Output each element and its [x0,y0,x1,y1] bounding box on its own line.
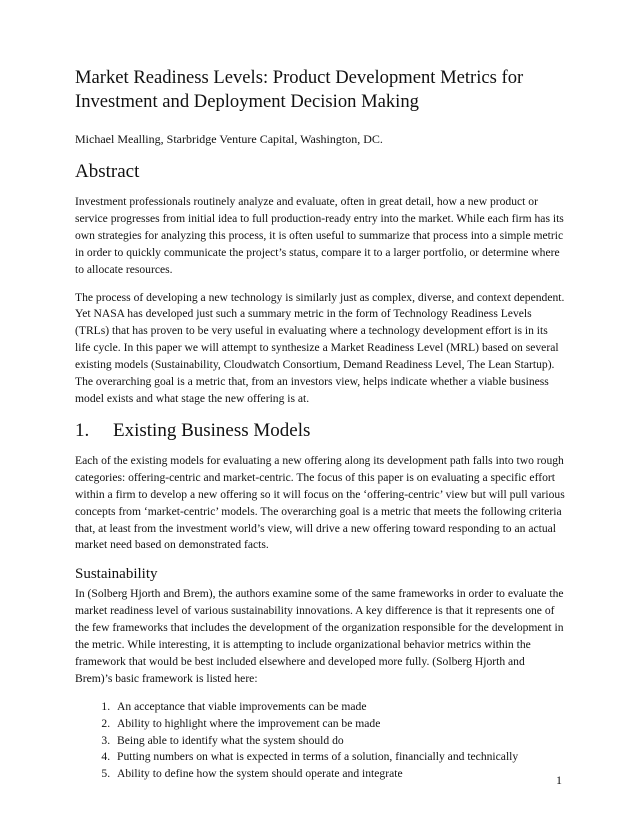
section-1-heading [75,419,565,443]
page-number: 1 [556,773,562,787]
list-item: 3. Being able to identify what the system should do [113,733,565,750]
paper-title: Market Readiness Levels: Product Development Metrics for Investment and Deployment Decision Making [75,67,524,112]
list-item: 2. Ability to highlight where the improvement can be made [113,716,565,733]
section-1-title: Existing Business Models [113,419,311,441]
section-1-number: 1. [75,419,90,441]
document-page [75,66,565,783]
list-item: 5. Ability to define how the system should operate and integrate [113,766,565,783]
abstract-heading: Abstract [75,161,140,182]
section-1-paragraph: Each of the existing models for evaluating a new offering along its development path falls into two rough categories: offering-centric and market-centric. The focus of this paper is on evaluating a specific effort within a firm to develop a new offering so it will focus on the ‘offering-centric’ view but will pull various concepts from ‘market-centric’ models. The overarching goal is a metric that meets the following criteria that, at least from the investment world’s view, will drive a new offering toward responding to an actual market need based on demonstrated facts. [75,453,565,552]
abstract-paragraph-1: Investment professionals routinely analyze and evaluate, often in great detail, how a new product or service progresses from initial idea to full production-ready entry into the market. While each firm has its own strategies for analyzing this process, it is often useful to summarize that process into a simple metric in order to quickly communicate the project’s status, compare it to a larger portfolio, or determine where to allocate resources. [75,195,564,276]
list-item: 1. An acceptance that viable improvements can be made [113,699,565,716]
sustainability-paragraph: In (Solberg Hjorth and Brem), the authors examine some of the same frameworks in order to evaluate the market readiness level of various sustainability innovations. A key difference is that it represents one of the few frameworks that includes the development of the organization responsible for the development in the metric. While interesting, it is attempting to include organizational behavior metrics within the framework that would be best included elsewhere and developed more fully. (Solberg Hjorth and Brem)’s basic framework is listed here: [75,587,564,685]
abstract-paragraph-2: The process of developing a new technology is similarly just as complex, diverse, and context dependent. Yet NASA has developed just such a summary metric in the form of Technology Readiness Levels (TRLs) that has proven to be very useful in evaluating where a technology development effort is in its life cycle. In this paper we will attempt to synthesize a Market Readiness Level (MRL) based on several existing models (Sustainability, Cloudwatch Consortium, Demand Readiness Level, The Lean Startup). The overarching goal is a metric that, from an investors view, helps indicate whether a viable business model exists and what stage the new offering is at. [75,290,565,405]
sustainability-heading: Sustainability [75,566,158,583]
framework-list [75,699,565,784]
author-line: Michael Mealling, Starbridge Venture Capital, Washington, DC. [75,132,383,146]
list-item: 4. Putting numbers on what is expected in terms of a solution, financially and technically [113,749,565,766]
